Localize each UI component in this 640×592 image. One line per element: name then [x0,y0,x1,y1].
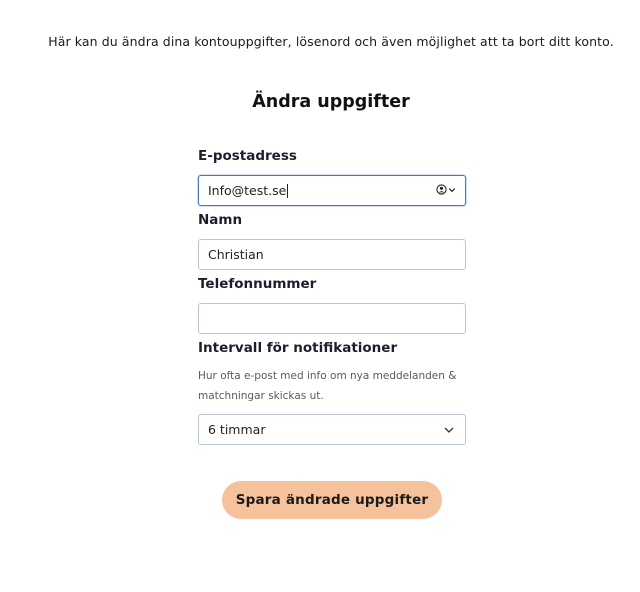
text-caret [287,184,288,198]
chevron-down-icon [444,426,454,434]
interval-select[interactable] [198,414,466,445]
phone-field[interactable] [198,303,466,334]
contact-card-icon [436,184,447,195]
intro-text: Här kan du ändra dina kontouppgifter, lösenord och även möjlighet att ta bort ditt konto. [48,34,614,49]
save-button[interactable]: Spara ändrade uppgifter [222,481,442,519]
autofill-button[interactable] [436,184,456,195]
interval-selected-value: 6 timmar [208,422,266,437]
chevron-down-icon [448,186,456,194]
name-label: Namn [198,212,243,228]
email-label: E-postadress [198,148,297,164]
interval-label: Intervall för notifikationer [198,340,398,356]
email-field[interactable] [198,175,466,206]
phone-label: Telefonnummer [198,276,317,292]
interval-help-text: Hur ofta e-post med info om nya meddelanden & matchningar skickas ut. [198,370,457,402]
name-value: Christian [208,247,264,262]
email-value: Info@test.se [208,183,287,198]
page-title: Ändra uppgifter [252,92,410,112]
name-field[interactable] [198,239,466,270]
